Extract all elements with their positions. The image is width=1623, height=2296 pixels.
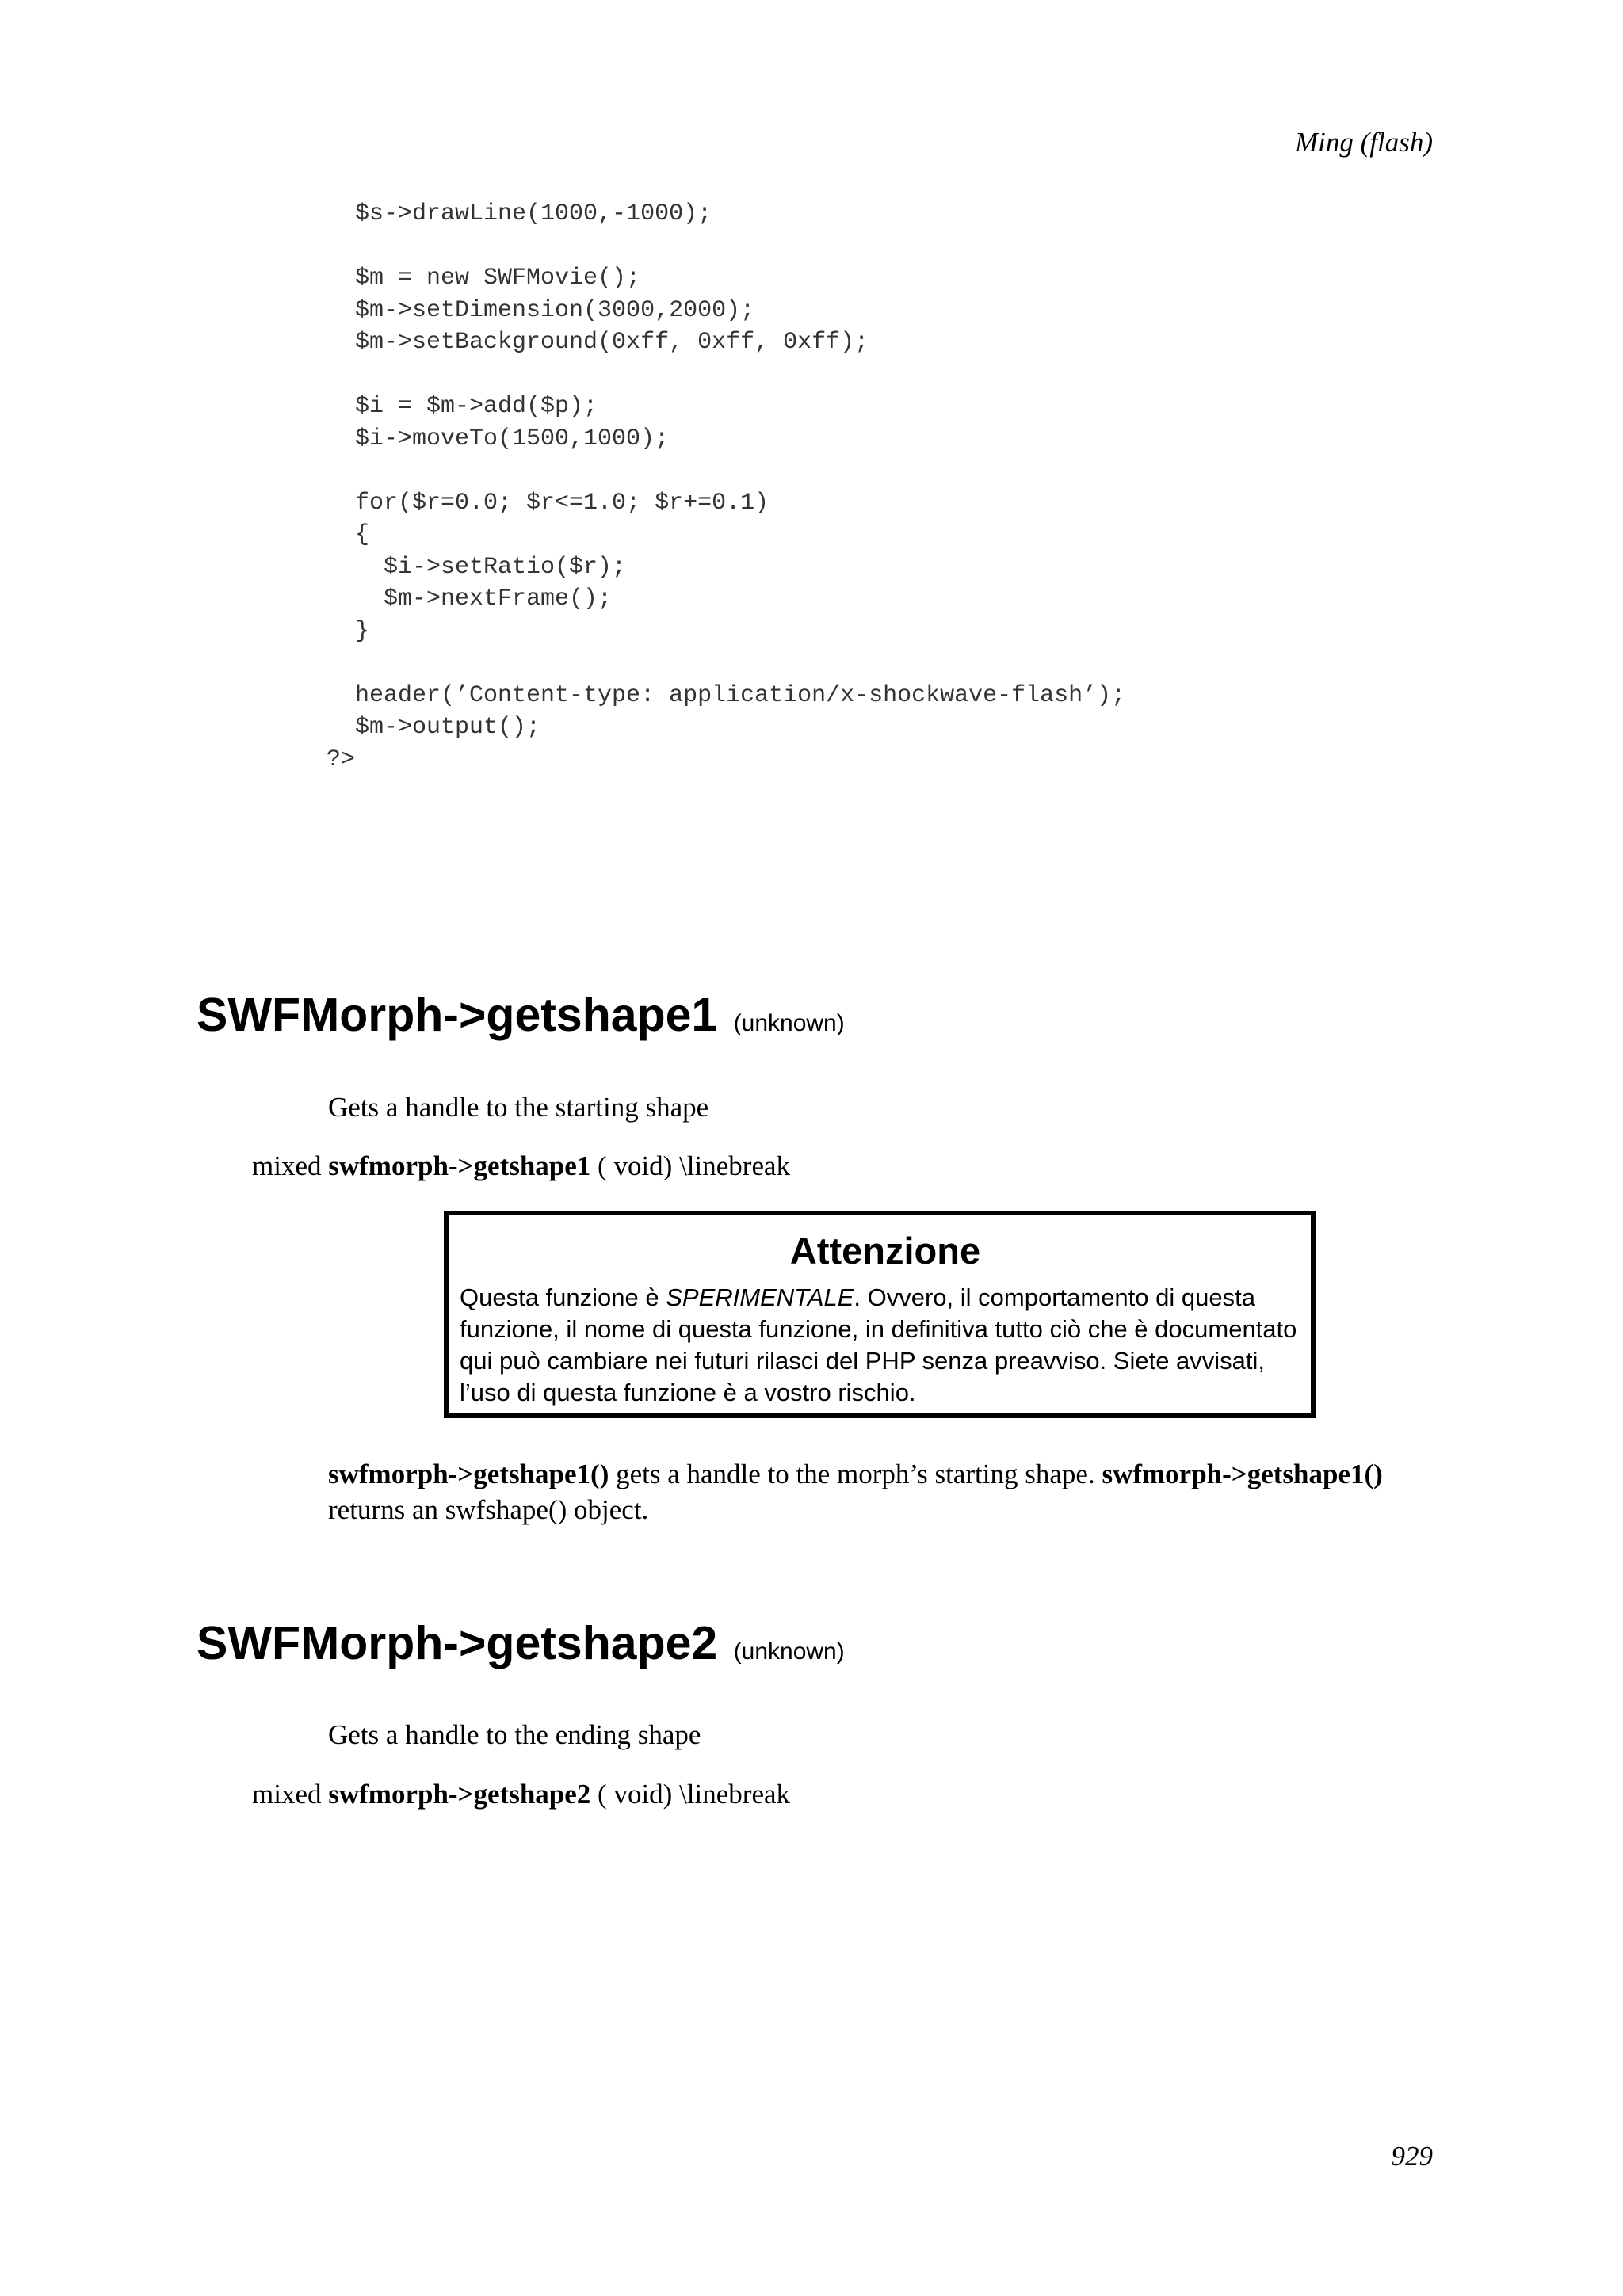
function-purpose: Gets a handle to the ending shape	[328, 1719, 701, 1750]
description-function-ref: swfmorph->getshape1()	[328, 1459, 609, 1489]
warning-text-start: Questa funzione è	[460, 1283, 666, 1311]
warning-title: Attenzione	[789, 1230, 981, 1272]
synopsis-function-name: swfmorph->getshape2	[328, 1779, 591, 1810]
function-purpose: Gets a handle to the starting shape	[328, 1092, 709, 1123]
warning-text	[460, 1282, 1300, 1409]
version-status: (unknown)	[733, 1010, 845, 1036]
synopsis-args: ( void) \linebreak	[598, 1150, 791, 1181]
code-example: $s->drawLine(1000,-1000); $m = new SWFMovie(); $m->setDimension(3000,2000); $m->setBackground(0xff, 0xff, 0xff); $i = $m->add($p); $i->moveTo(1500,1000); for($r=0.0; $r<=1.0; $r+=0.1) { $i->setRatio($r); $m->nextFrame(); } header(’Content-type: application/x-shockwave-flash’); $m->output(); ?>	[327, 200, 1126, 773]
return-type: mixed	[252, 1779, 322, 1810]
function-synopsis	[252, 1150, 790, 1182]
function-description	[328, 1456, 1406, 1527]
function-name: SWFMorph->getshape1	[197, 989, 718, 1041]
synopsis-function-name: swfmorph->getshape1	[328, 1150, 591, 1181]
function-synopsis	[252, 1779, 790, 1810]
return-type: mixed	[252, 1150, 322, 1181]
description-function-ref: swfmorph->getshape1()	[1102, 1459, 1383, 1489]
section-title-getshape1	[197, 988, 845, 1042]
warning-text-end: . Ovvero, il comportamento di questa funzione, il nome di questa funzione, in definitiva tutto ciò che è documentato qui può cambiare nei futuri rilasci del PHP senza preavviso. Siete avvisati, l’uso di questa funzione è a vostro rischio.	[460, 1283, 1297, 1406]
section-title-getshape2	[197, 1616, 845, 1670]
description-text: returns an swfshape() object.	[328, 1494, 649, 1525]
function-name: SWFMorph->getshape2	[197, 1617, 718, 1669]
synopsis-args: ( void) \linebreak	[598, 1779, 791, 1810]
running-header: Ming (flash)	[1294, 127, 1433, 158]
warning-emphasis: SPERIMENTALE	[666, 1283, 854, 1311]
description-text: gets a handle to the morph’s starting shape.	[609, 1459, 1102, 1489]
page-number: 929	[1391, 2141, 1433, 2172]
version-status: (unknown)	[733, 1638, 845, 1665]
warning-box	[444, 1211, 1316, 1418]
